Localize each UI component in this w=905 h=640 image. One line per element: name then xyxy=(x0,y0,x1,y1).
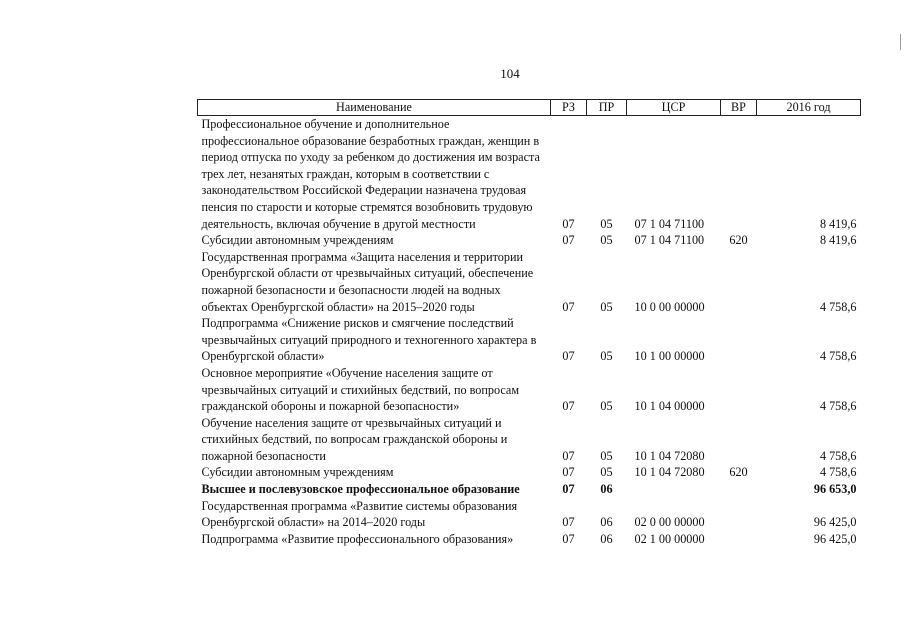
cell-pr: 05 xyxy=(600,216,613,231)
cell-rz: 07 xyxy=(562,399,575,414)
page-number: 104 xyxy=(500,66,520,81)
table-row xyxy=(198,498,861,531)
table-row xyxy=(198,415,861,465)
cell-csr: 07 1 04 71100 xyxy=(634,216,705,231)
table-row xyxy=(198,365,861,415)
cell-vr xyxy=(721,415,757,465)
cell-amount: 8 419,6 xyxy=(819,216,857,231)
cell-vr xyxy=(721,531,757,548)
cell-vr: 620 xyxy=(729,465,748,480)
cell-vr: 620 xyxy=(729,233,748,248)
table-row xyxy=(198,315,861,365)
cell-name: Профессиональное обучение и дополнительное профессиональное образование безработных граждан, женщин в период отпуска по уходу за ребенком до достижения им возраста трех лет, незанятых граждан, которым в соответствии с законодательством Российской Федерации назначена трудовая пенсия по старости и которые стремятся возобновить трудовую деятельность, включая обучение в другой местности xyxy=(201,117,540,231)
cell-rz: 07 xyxy=(562,515,575,530)
cell-name: Субсидии автономным учреждениям xyxy=(201,465,394,480)
table-row xyxy=(198,232,861,249)
cell-csr: 07 1 04 71100 xyxy=(634,233,705,248)
cell-csr: 10 1 00 00000 xyxy=(634,349,705,364)
cell-csr: 02 1 00 00000 xyxy=(634,531,705,546)
cell-name: Подпрограмма «Развитие профессионального образования» xyxy=(201,531,514,546)
header-csr: ЦСР xyxy=(627,100,721,116)
cell-pr: 05 xyxy=(600,448,613,463)
cell-vr xyxy=(721,315,757,365)
header-pr: ПР xyxy=(587,100,627,116)
table-row xyxy=(198,531,861,548)
cell-vr xyxy=(721,498,757,531)
cell-csr: 02 0 00 00000 xyxy=(634,515,705,530)
cell-rz: 07 xyxy=(562,233,575,248)
header-name: Наименование xyxy=(198,100,551,116)
cell-pr: 06 xyxy=(600,482,613,497)
cell-amount: 4 758,6 xyxy=(819,448,857,463)
budget-table xyxy=(197,99,861,547)
cell-rz: 07 xyxy=(562,465,575,480)
header-vr: ВР xyxy=(721,100,757,116)
cell-vr xyxy=(721,365,757,415)
cell-pr: 05 xyxy=(600,299,613,314)
cell-name: Государственная программа «Развитие системы образования Оренбургской области» на 2014–2020 годы xyxy=(201,498,518,530)
cell-name: Государственная программа «Защита населения и территории Оренбургской области от чрезвычайных ситуаций, обеспечение пожарной безопасности и безопасности людей на водных объектах Оренбургской области» на 2015–2020 годы xyxy=(201,249,534,314)
scan-edge-mark xyxy=(900,34,901,50)
cell-amount: 4 758,6 xyxy=(819,299,857,314)
cell-rz: 07 xyxy=(562,299,575,314)
header-year: 2016 год xyxy=(757,100,861,116)
cell-vr xyxy=(721,249,757,315)
cell-amount: 96 653,0 xyxy=(813,482,857,497)
cell-csr: 10 1 04 00000 xyxy=(634,399,705,414)
table-row xyxy=(198,464,861,481)
cell-csr: 10 0 00 00000 xyxy=(634,299,705,314)
cell-pr: 05 xyxy=(600,399,613,414)
cell-vr xyxy=(721,481,757,498)
cell-name: Основное мероприятие «Обучение населения защите от чрезвычайных ситуаций и стихийных бедствий, по вопросам гражданской обороны и пожарной безопасности» xyxy=(201,365,520,414)
cell-rz: 07 xyxy=(562,448,575,463)
cell-amount: 8 419,6 xyxy=(819,233,857,248)
cell-name: Обучение населения защите от чрезвычайных ситуаций и стихийных бедствий, по вопросам гражданской обороны и пожарной безопасности xyxy=(201,415,508,463)
cell-vr xyxy=(721,116,757,233)
cell-rz: 07 xyxy=(562,482,575,497)
table-row xyxy=(198,116,861,233)
cell-amount: 4 758,6 xyxy=(819,349,857,364)
cell-amount: 4 758,6 xyxy=(819,465,857,480)
cell-name: Высшее и послевузовское профессиональное образование xyxy=(201,482,520,497)
cell-csr xyxy=(627,481,721,498)
cell-csr: 10 1 04 72080 xyxy=(634,448,705,463)
cell-csr: 10 1 04 72080 xyxy=(634,465,705,480)
cell-pr: 05 xyxy=(600,349,613,364)
cell-pr: 05 xyxy=(600,233,613,248)
cell-pr: 05 xyxy=(600,465,613,480)
header-rz: РЗ xyxy=(551,100,587,116)
cell-amount: 4 758,6 xyxy=(819,399,857,414)
cell-name: Подпрограмма «Снижение рисков и смягчение последствий чрезвычайных ситуаций природного и техногенного характера в Оренбургской области» xyxy=(201,316,537,364)
cell-amount: 96 425,0 xyxy=(813,531,857,546)
table-row xyxy=(198,481,861,498)
cell-rz: 07 xyxy=(562,531,575,546)
cell-amount: 96 425,0 xyxy=(813,515,857,530)
cell-rz: 07 xyxy=(562,216,575,231)
cell-pr: 06 xyxy=(600,515,613,530)
table-row xyxy=(198,249,861,315)
cell-name: Субсидии автономным учреждениям xyxy=(201,233,394,248)
cell-pr: 06 xyxy=(600,531,613,546)
cell-rz: 07 xyxy=(562,349,575,364)
table-header-row xyxy=(198,100,861,116)
